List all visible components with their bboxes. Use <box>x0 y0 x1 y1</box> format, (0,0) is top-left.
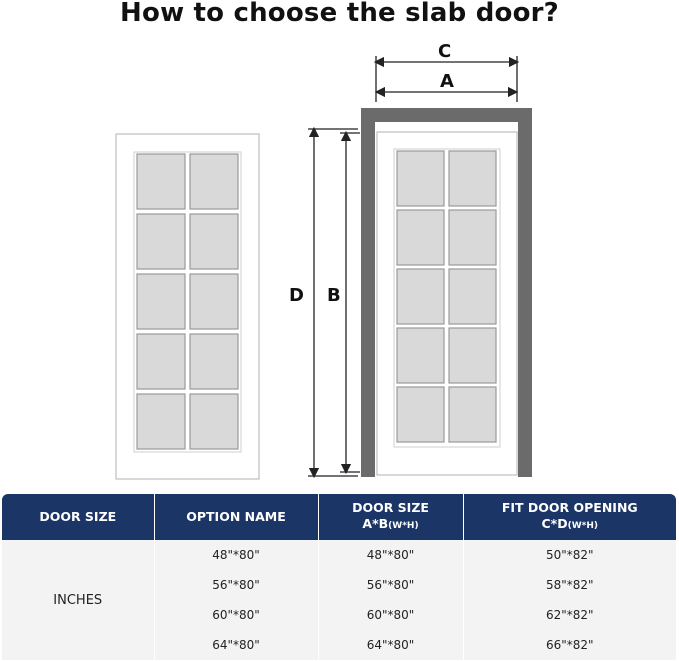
glass-pane <box>190 154 238 209</box>
glass-pane <box>137 214 185 269</box>
glass-pane <box>190 214 238 269</box>
glass-pane <box>190 394 238 449</box>
header-text: DOOR SIZE <box>352 500 429 515</box>
cell-option: 64"*80" <box>154 630 318 660</box>
cell-opening: 62"*82" <box>463 600 676 630</box>
header-option-name <box>154 494 318 540</box>
table-row <box>2 540 676 570</box>
header-text: FIT DOOR OPENING <box>501 500 638 515</box>
glass-pane <box>449 387 496 442</box>
header-unit: (W*H) <box>567 521 598 531</box>
cell-opening: 50"*82" <box>463 540 676 570</box>
cell-door-size: 48"*80" <box>318 540 463 570</box>
header-text: OPTION NAME <box>186 509 286 524</box>
page-title: How to choose the slab door? <box>120 0 559 28</box>
cell-option: 60"*80" <box>154 600 318 630</box>
glass-pane <box>137 154 185 209</box>
glass-pane <box>137 334 185 389</box>
cell-door-size: 60"*80" <box>318 600 463 630</box>
dimension-label-a: A <box>440 71 454 92</box>
row-label-inches: INCHES <box>2 540 154 660</box>
dimension-label-c: C <box>438 41 452 62</box>
dimension-label-b: B <box>327 285 341 306</box>
cell-door-size: 64"*80" <box>318 630 463 660</box>
glass-pane <box>397 269 444 324</box>
header-unit: (W*H) <box>388 521 419 531</box>
glass-pane <box>449 269 496 324</box>
cell-opening: 58"*82" <box>463 570 676 600</box>
header-fit-door-opening <box>463 494 676 540</box>
header-door-size <box>2 494 154 540</box>
cell-door-size: 56"*80" <box>318 570 463 600</box>
header-formula: A*B <box>362 516 389 531</box>
cell-option: 48"*80" <box>154 540 318 570</box>
glass-pane <box>397 210 444 265</box>
glass-pane <box>190 334 238 389</box>
glass-pane <box>137 394 185 449</box>
slab-door-left <box>116 134 259 479</box>
header-text: DOOR SIZE <box>39 509 117 524</box>
cell-opening: 66"*82" <box>463 630 676 660</box>
glass-pane <box>397 387 444 442</box>
glass-pane <box>190 274 238 329</box>
header-formula: C*D <box>541 516 568 531</box>
dimension-label-d: D <box>289 285 304 306</box>
table-header-row <box>2 494 676 540</box>
glass-pane <box>397 151 444 206</box>
glass-pane <box>137 274 185 329</box>
cell-option: 56"*80" <box>154 570 318 600</box>
glass-pane <box>449 328 496 383</box>
size-table <box>2 494 676 660</box>
header-door-size-ab <box>318 494 463 540</box>
glass-pane <box>449 210 496 265</box>
glass-pane <box>449 151 496 206</box>
framed-door-right <box>361 108 532 477</box>
glass-pane <box>397 328 444 383</box>
